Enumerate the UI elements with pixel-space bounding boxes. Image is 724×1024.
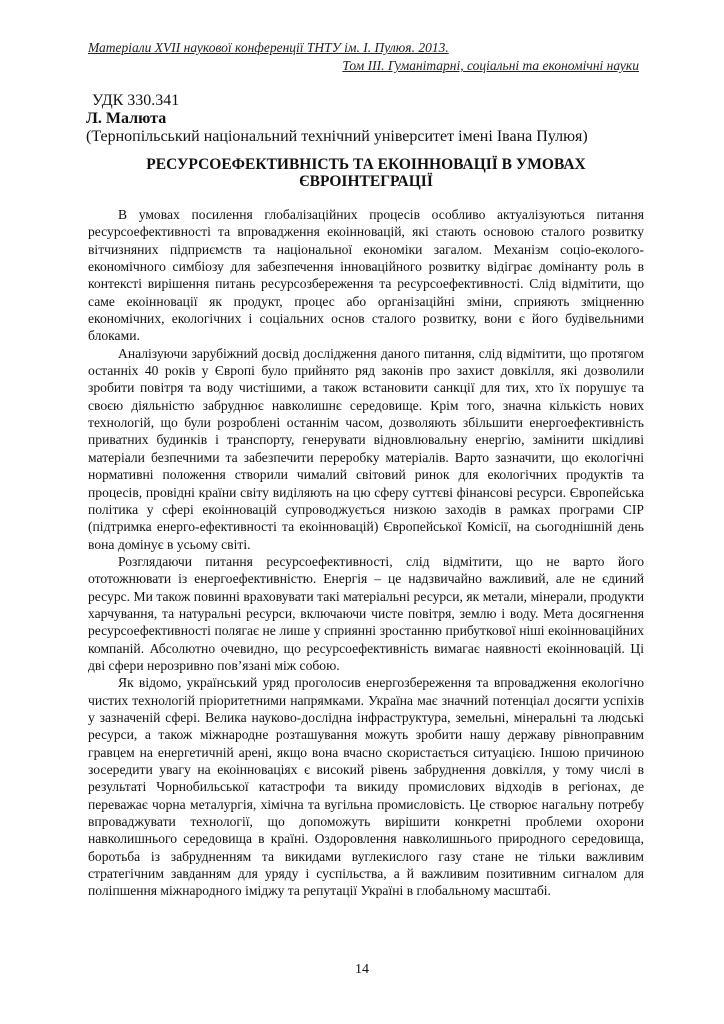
udk-code: УДК 330.341: [92, 92, 180, 109]
paragraph: В умовах посилення глобалізаційних процесів особливо актуалізуються питання ресурсоефективності та впровадження екоінновацій, які стають основою сталого розвитку вітчизняних підприємств та національної економіки загалом. Механізм соціо-еколого-економічного симбіозу для забезпечення інноваційного розвитку відіграє домінанту роль в контексті вирішення питань ресурсозбереження та ресурсоефективності. Слід відмітити, що саме екоінновації як продукт, процес або організаційні зміни, сприяють зміцненню економічних, екологічних і соціальних основ сталого розвитку, вони є його будівельними блоками.: [88, 207, 644, 344]
running-header-conference: Матеріали XVII наукової конференції ТНТУ ім. І. Пулюя. 2013.: [88, 40, 449, 55]
author-affiliation: (Тернопільський національний технічний університет імені Івана Пулюя): [86, 128, 588, 145]
paper-body: [88, 206, 644, 900]
paper-title: РЕСУРСОЕФЕКТИВНІСТЬ ТА ЕКОІННОВАЦІЇ В УМОВАХ ЄВРОІНТЕГРАЦІЇ: [146, 156, 586, 190]
running-header-volume: Том ІІІ. Гуманітарні, соціальні та економічні науки: [342, 58, 639, 73]
paragraph: Розглядаючи питання ресурсоефективності, слід відмітити, що не варто його ототожнювати із енергоефективністю. Енергія – це надзвичайно важливий, але не єдиний ресурс. Ми також повинні враховувати такі матеріальні ресурси, як метали, мінерали, продукти харчування, та натуральні ресурси, включаючи чисте повітря, землю і воду. Мета досягнення ресурсоефективності полягає не лише у сприянні зростанню прибуткової ніші екоінноваційних компаній. Абсолютно очевидно, що ресурсоефективність вимагає наявності екоінновацій. Ці дві сфери нерозривно пов’язані між собою.: [88, 553, 644, 673]
author-name: Л. Малюта: [86, 110, 167, 127]
page-number: 14: [355, 962, 369, 977]
paragraph: Як відомо, український уряд проголосив енергозбереження та впровадження екологічно чистих технологій пріоритетними напрямками. Україна має значний потенціал досягти успіхів у зазначеній сфері. Велика науково-дослідна інфраструктура, земельні, мінеральні та людські ресурси, а також міжнародне розташування можуть зробити нашу державу рівноправним гравцем на енергетичній арені, якщо вона вчасно скористається ситуацією. Іншою причиною зосередити увагу на екоінноваціях є високий рівень забруднення довкілля, у тому числі в результаті Чорнобильської катастрофи та викиду промислових відходів в регіонах, де переважає чорна металургія, хімічна та вугільна промисловість. Це створює нагальну потребу впроваджувати технології, що допоможуть вирішити конкретні проблеми охорони навколишнього середовища в країні. Оздоровлення навколишнього природного середовища, боротьба із забрудненням та викидами вуглекислого газу стане не тільки важливим стратегічним завданням для уряду і суспільства, а й важливим позитивним сигналом для поліпшення міжнародного іміджу та репутації Україні в глобальному масштабі.: [88, 675, 644, 899]
paragraph: Аналізуючи зарубіжний досвід дослідження даного питання, слід відмітити, що протягом останніх 40 років у Європі було прийнято ряд законів про захист довкілля, які дозволили зробити повітря та воду чистішими, а також встановити санкції для тих, хто їх порушує та своєю діяльністю забруднює навколишнє середовище. Крім того, значна кількість нових технологій, що були розроблені останнім часом, дозволяють збільшити енергоефективність приватних будинків і транспорту, генерувати відновлювальну енергію, замінити шкідливі матеріали безпечними та забезпечити переробку матеріалів. Варто зазначити, що екологічні нормативні положення створили чималий світовий ринок для екологічних продуктів та процесів, провідні країни світу виділяють на цю сферу суттєві фінансові ресурси. Європейська політика у сфері екоінновацій супроводжується низкою заходів в рамках програми CIP (підтримка енерго-ефективності та екоінновацій) Європейської Комісії, на сьогоднішній день вона домінує в усьому світі.: [88, 345, 644, 552]
